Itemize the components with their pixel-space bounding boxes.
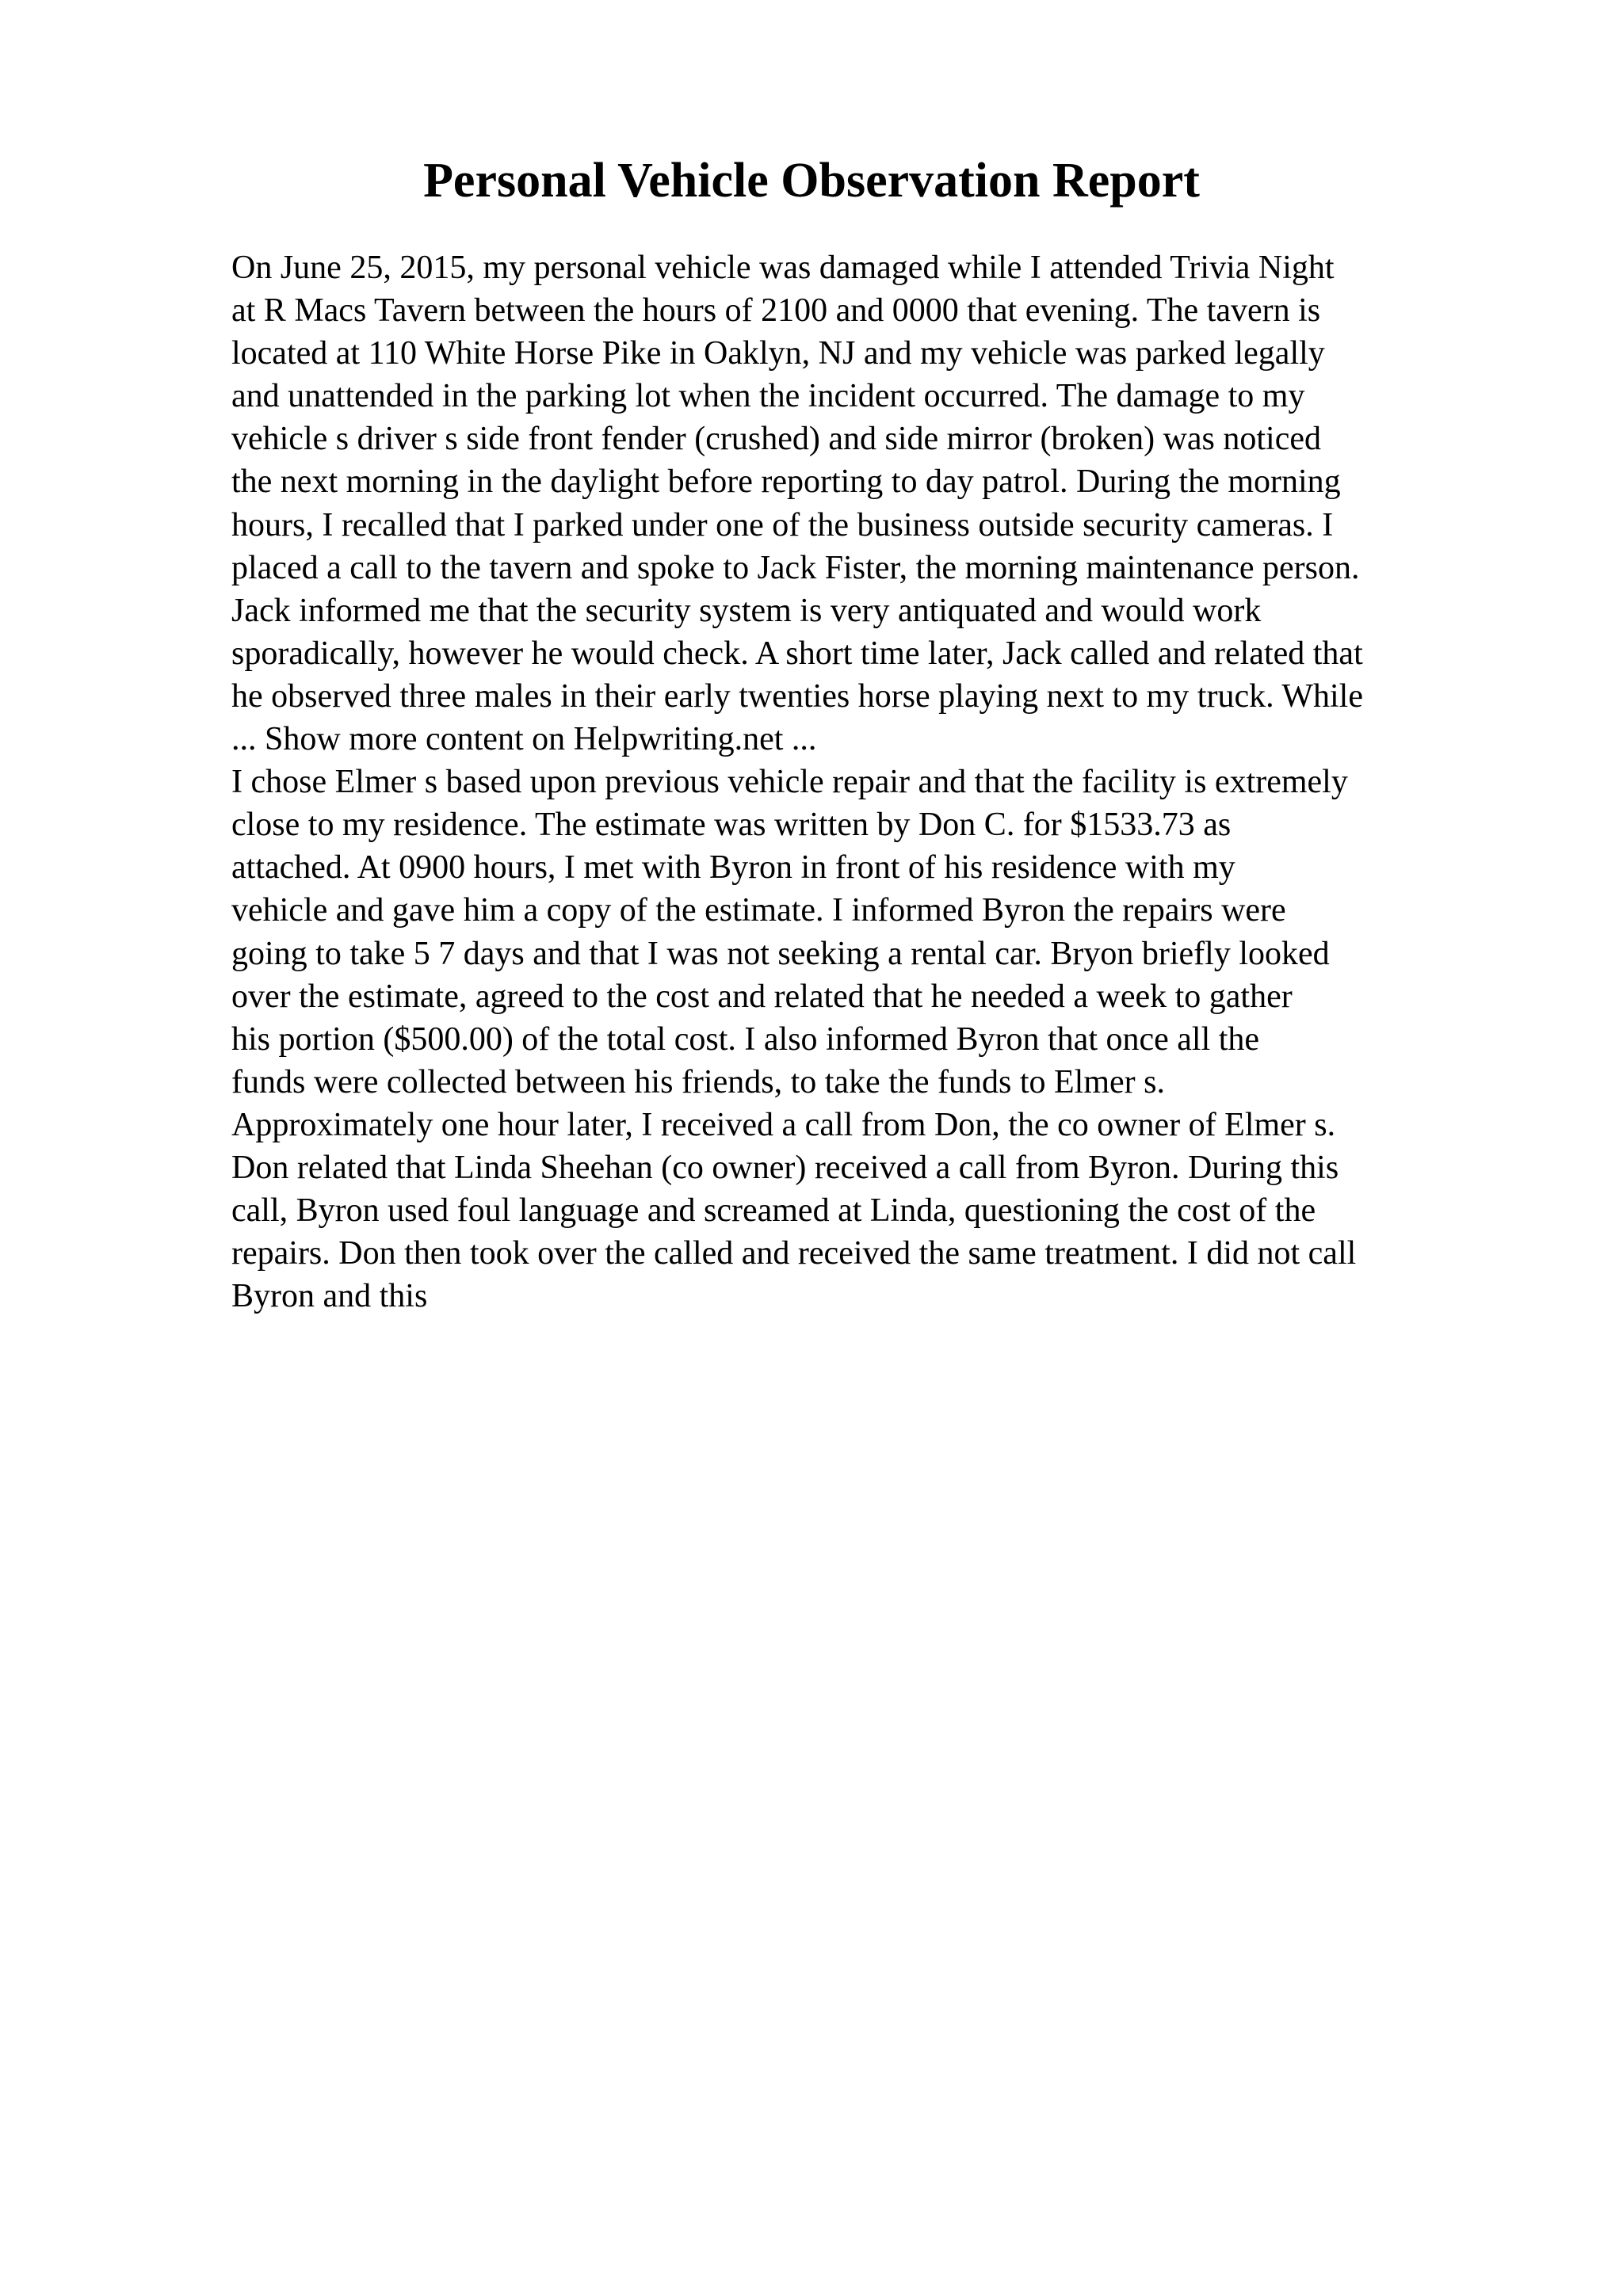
body-line: vehicle s driver s side front fender (crushed) and side mirror (broken) was noticed <box>231 421 1322 458</box>
body-line: he observed three males in their early twenties horse playing next to my truck. While <box>231 677 1363 715</box>
body-line: located at 110 White Horse Pike in Oaklyn, NJ and my vehicle was parked legally <box>231 335 1325 372</box>
body-line: placed a call to the tavern and spoke to Jack Fister, the morning maintenance person. <box>231 549 1360 586</box>
body-line: Jack informed me that the security system is very antiquated and would work <box>231 592 1262 629</box>
body-line: I chose Elmer s based upon previous vehicle repair and that the facility is extremely <box>231 764 1348 801</box>
body-line: funds were collected between his friends, to take the funds to Elmer s. <box>231 1063 1165 1100</box>
body-line: On June 25, 2015, my personal vehicle was damaged while I attended Trivia Night <box>231 250 1335 286</box>
body-line: repairs. Don then took over the called and received the same treatment. I did not call <box>231 1235 1357 1272</box>
body-line: hours, I recalled that I parked under one of the business outside security cameras. I <box>231 506 1334 543</box>
body-line: at R Macs Tavern between the hours of 2100 and 0000 that evening. The tavern is <box>231 292 1321 330</box>
body-line: the next morning in the daylight before reporting to day patrol. During the morning <box>231 463 1341 501</box>
body-line: vehicle and gave him a copy of the estimate. I informed Byron the repairs were <box>231 892 1286 929</box>
body-line: attached. At 0900 hours, I met with Byron in front of his residence with my <box>231 849 1235 887</box>
body-line: going to take 5 7 days and that I was not seeking a rental car. Bryon briefly looked <box>231 935 1330 972</box>
body-line: and unattended in the parking lot when the incident occurred. The damage to my <box>231 378 1305 415</box>
body-line: call, Byron used foul language and screamed at Linda, questioning the cost of the <box>231 1192 1316 1230</box>
body-line: close to my residence. The estimate was written by Don C. for $1533.73 as <box>231 807 1232 844</box>
document-title: Personal Vehicle Observation Report <box>423 154 1200 208</box>
body-line: his portion ($500.00) of the total cost. I also informed Byron that once all the <box>231 1020 1260 1058</box>
body-line: Approximately one hour later, I received a call from Don, the co owner of Elmer s. <box>231 1106 1336 1143</box>
body-line: sporadically, however he would check. A short time later, Jack called and related that <box>231 635 1363 672</box>
body-line: Byron and this <box>231 1278 428 1315</box>
body-line: Don related that Linda Sheehan (co owner) received a call from Byron. During this <box>231 1149 1339 1186</box>
document-body <box>231 246 1531 1318</box>
show-more-content-link[interactable]: ... Show more content on Helpwriting.net ... <box>231 721 817 758</box>
body-line: over the estimate, agreed to the cost and related that he needed a week to gather <box>231 978 1293 1015</box>
